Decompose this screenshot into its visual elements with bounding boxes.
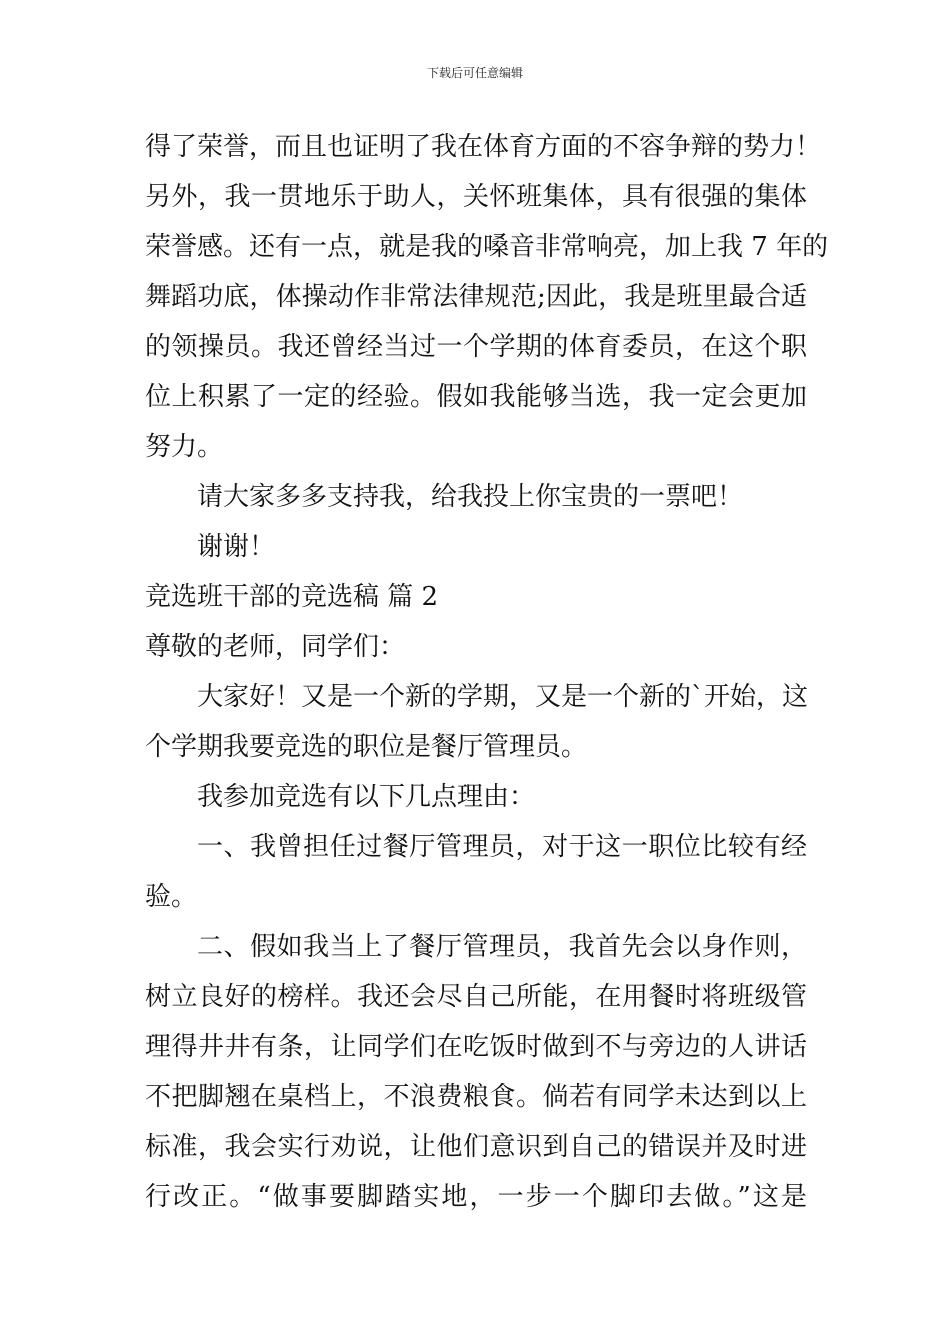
text-line: 舞蹈功底，体操动作非常法律规范;因此，我是班里最合适 [145,282,807,312]
text-line: 另外，我一贯地乐于助人，关怀班集体，具有很强的集体 [145,182,807,212]
text-line: 我参加竞选有以下几点理由： [197,782,536,812]
document-body [145,122,829,1222]
text-line: 不把脚翘在桌档上，不浪费粮食。倘若有同学未达到以上 [145,1082,807,1112]
text-line: 验。 [145,882,198,912]
text-line: 二、假如我当上了餐厅管理员，我首先会以身作则， [197,932,807,962]
text-line: 行改正。“做事要脚踏实地，一步一个脚印去做。”这是 [145,1182,807,1212]
page-header: 下载后可任意编辑 [426,66,523,80]
text-line: 的领操员。我还曾经当过一个学期的体育委员，在这个职 [145,332,807,362]
text-line: 树立良好的榜样。我还会尽自己所能，在用餐时将班级管 [145,982,807,1012]
text-line: 标准，我会实行劝说，让他们意识到自己的错误并及时进 [145,1132,807,1162]
text-line: 谢谢！ [197,532,276,562]
text-line: 一、我曾担任过餐厅管理员，对于这一职位比较有经 [197,832,807,862]
text-line: 竞选班干部的竞选稿 篇 2 [145,582,439,612]
text-line: 理得井井有条，让同学们在吃饭时做到不与旁边的人讲话 [145,1032,807,1062]
text-line: 大家好！又是一个新的学期，又是一个新的`开始，这 [197,682,809,712]
text-line: 尊敬的老师，同学们： [145,632,406,662]
text-line: 位上积累了一定的经验。假如我能够当选，我一定会更加 [145,382,807,412]
text-line: 荣誉感。还有一点，就是我的嗓音非常响亮，加上我 7 年的 [145,232,829,262]
text-line: 得了荣誉，而且也证明了我在体育方面的不容争辩的势力！ [145,132,822,162]
text-line: 请大家多多支持我，给我投上你宝贵的一票吧！ [197,482,744,512]
text-line: 个学期我要竞选的职位是餐厅管理员。 [145,732,588,762]
text-line: 努力。 [145,432,224,462]
